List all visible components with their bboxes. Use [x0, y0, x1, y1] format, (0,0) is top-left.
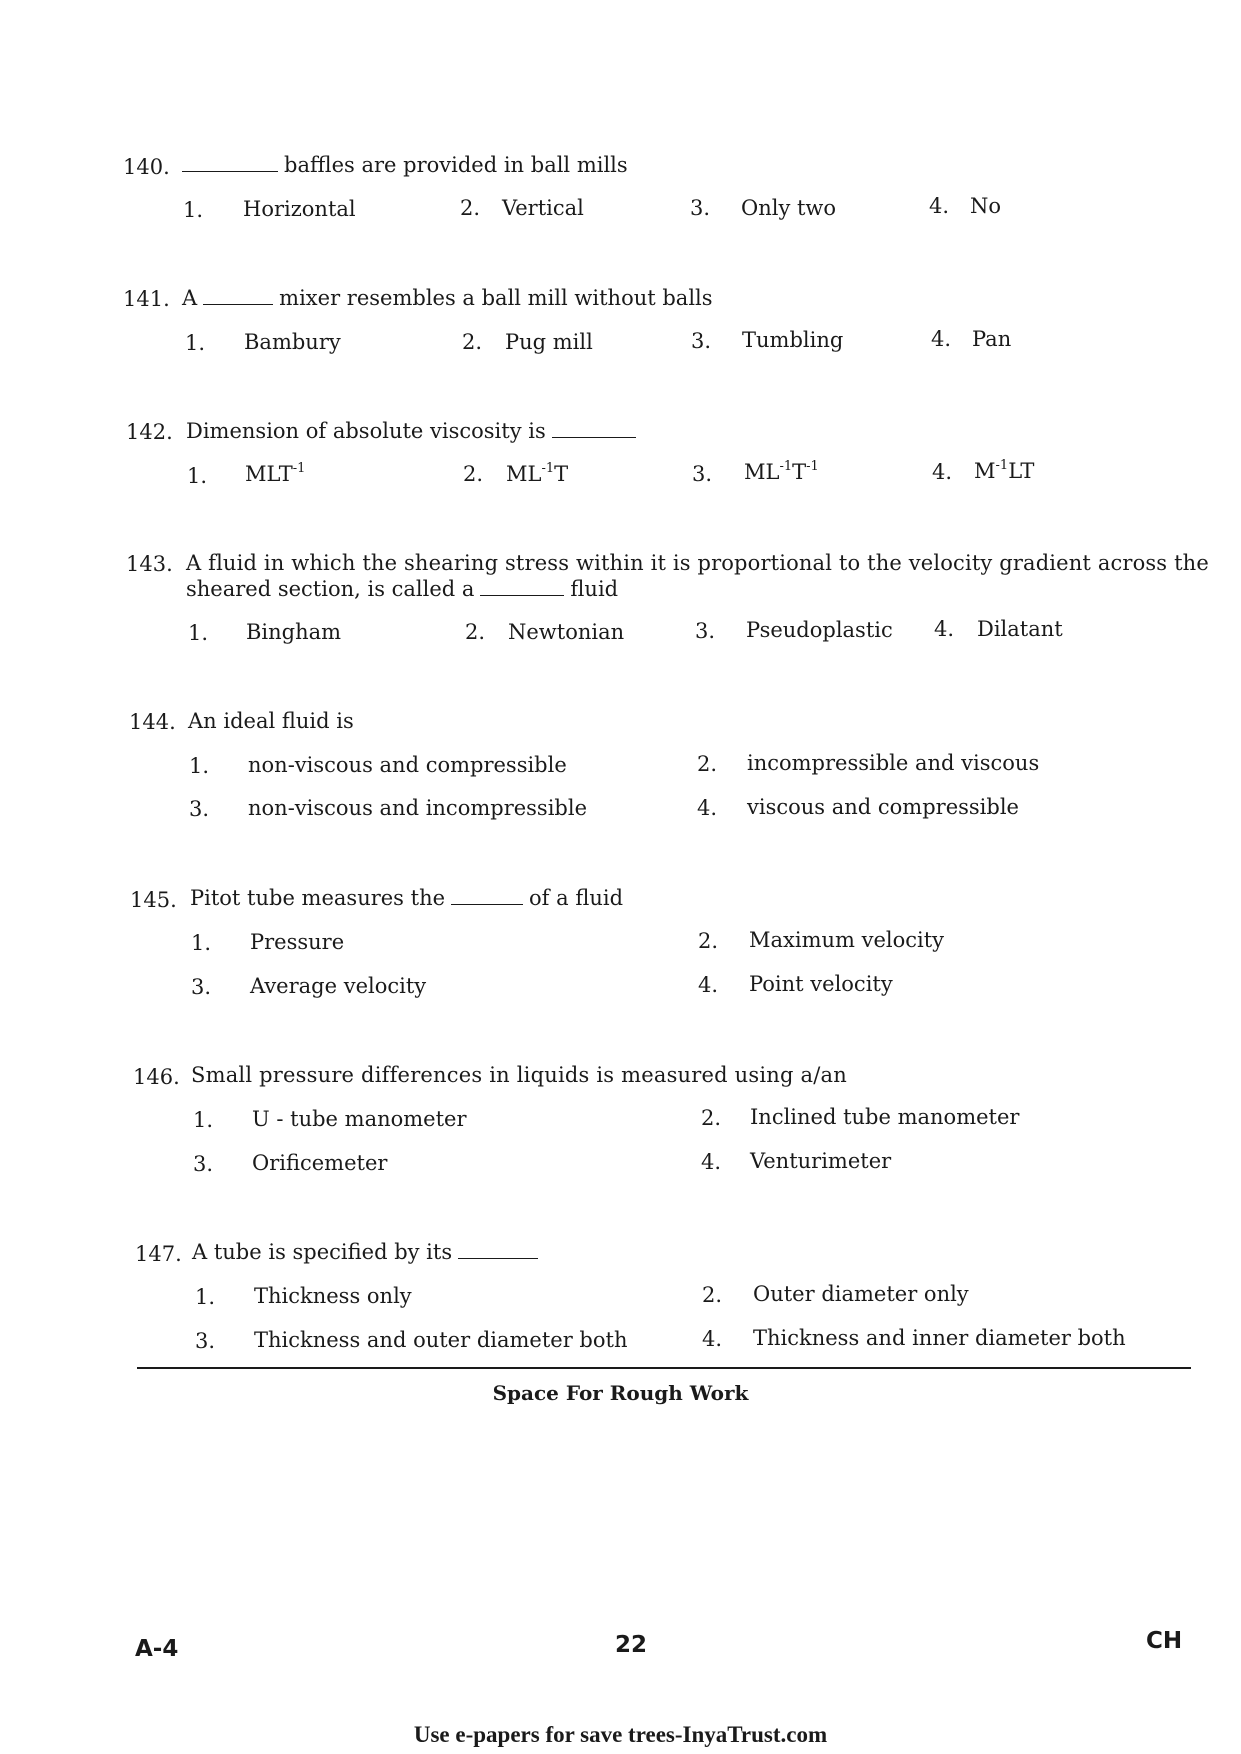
option-number: 2.: [460, 196, 481, 220]
question-text: Dimension of absolute viscosity is: [186, 419, 642, 443]
option-text: Average velocity: [250, 974, 427, 998]
question-number: 141.: [123, 287, 170, 311]
option-text: Bambury: [244, 330, 341, 354]
option-number: 1.: [193, 1108, 214, 1132]
question-number: 146.: [133, 1065, 180, 1089]
option-text: Pan: [972, 327, 1012, 351]
option-number: 2.: [701, 1106, 722, 1130]
option-text: Point velocity: [749, 972, 893, 996]
option-number: 3.: [189, 797, 210, 821]
option-number: 1.: [195, 1285, 216, 1309]
option-text: Pressure: [250, 930, 345, 954]
question-text: Pitot tube measures the of a fluid: [190, 886, 624, 910]
rough-work-heading: Space For Rough Work: [492, 1381, 749, 1405]
option-text: $MLT^{-1}$: [245, 461, 306, 486]
option-number: 4.: [929, 194, 950, 218]
question-number: 143.: [126, 552, 173, 576]
option-text: incompressible and viscous: [747, 751, 1040, 775]
option-number: 1.: [185, 331, 206, 355]
option-number: 4.: [701, 1150, 722, 1174]
option-text: Inclined tube manometer: [750, 1105, 1020, 1129]
question-number: 140.: [123, 155, 170, 179]
question-number: 147.: [135, 1242, 182, 1266]
question-text: A tube is specified by its: [192, 1240, 544, 1264]
option-number: 2.: [697, 752, 718, 776]
option-text: $ML^{-1}T^{-1}$: [744, 459, 819, 484]
option-text: Bingham: [246, 620, 342, 644]
option-text: Thickness and inner diameter both: [753, 1326, 1126, 1350]
option-text: Dilatant: [977, 617, 1063, 641]
subject-code: CH: [1146, 1628, 1183, 1654]
option-number: 1.: [189, 754, 210, 778]
option-text: Tumbling: [742, 328, 844, 352]
option-text: U - tube manometer: [252, 1107, 467, 1131]
option-text: Maximum velocity: [749, 928, 945, 952]
option-text: Newtonian: [508, 620, 625, 644]
section-divider: [137, 1367, 1191, 1369]
option-number: 4.: [931, 327, 952, 351]
option-text: Orificemeter: [252, 1151, 388, 1175]
option-number: 3.: [191, 975, 212, 999]
option-number: 3.: [695, 619, 716, 643]
option-text: non-viscous and incompressible: [248, 796, 588, 820]
option-text: Venturimeter: [750, 1149, 892, 1173]
option-number: 4.: [697, 796, 718, 820]
option-text: Pug mill: [505, 330, 593, 354]
option-number: 1.: [183, 198, 204, 222]
option-number: 1.: [191, 931, 212, 955]
option-number: 2.: [463, 462, 484, 486]
option-text: Horizontal: [243, 197, 356, 221]
option-text: Thickness and outer diameter both: [254, 1328, 628, 1352]
option-text: No: [970, 194, 1002, 218]
option-number: 3.: [193, 1152, 214, 1176]
option-text: Thickness only: [254, 1284, 412, 1308]
option-number: 3.: [195, 1329, 216, 1353]
option-number: 4.: [698, 973, 719, 997]
option-text: Pseudoplastic: [746, 618, 893, 642]
option-number: 4.: [702, 1327, 723, 1351]
source-banner: Use e-papers for save trees-InyaTrust.com: [413, 1722, 828, 1747]
option-number: 4.: [932, 460, 953, 484]
option-number: 2.: [465, 620, 486, 644]
option-number: 1.: [188, 621, 209, 645]
paper-code: A-4: [135, 1636, 179, 1662]
option-text: Outer diameter only: [753, 1282, 969, 1306]
question-text-line1: A fluid in which the shearing stress within it is proportional to the velocity gradient across the: [186, 551, 1209, 575]
question-text: Small pressure differences in liquids is measured using a/an: [191, 1063, 847, 1087]
option-number: 3.: [692, 462, 713, 486]
option-number: 2.: [702, 1283, 723, 1307]
question-number: 144.: [129, 710, 176, 734]
question-number: 142.: [126, 420, 173, 444]
option-text: $M^{-1}LT$: [974, 458, 1035, 483]
option-number: 3.: [690, 196, 711, 220]
option-text: Only two: [741, 196, 837, 220]
option-number: 2.: [698, 929, 719, 953]
option-text: non-viscous and compressible: [248, 753, 567, 777]
option-text: viscous and compressible: [747, 795, 1019, 819]
page-number: 22: [615, 1632, 648, 1658]
option-number: 4.: [934, 617, 955, 641]
option-number: 2.: [462, 330, 483, 354]
question-text: A mixer resembles a ball mill without balls: [182, 286, 713, 310]
question-text: An ideal fluid is: [188, 709, 354, 733]
option-text: $ML^{-1}T$: [506, 461, 569, 486]
option-text: Vertical: [502, 196, 584, 220]
question-text-line2: sheared section, is called a fluid: [186, 577, 619, 601]
option-number: 3.: [691, 329, 712, 353]
question-number: 145.: [130, 888, 177, 912]
question-text: baffles are provided in ball mills: [182, 153, 628, 177]
option-number: 1.: [187, 464, 208, 488]
